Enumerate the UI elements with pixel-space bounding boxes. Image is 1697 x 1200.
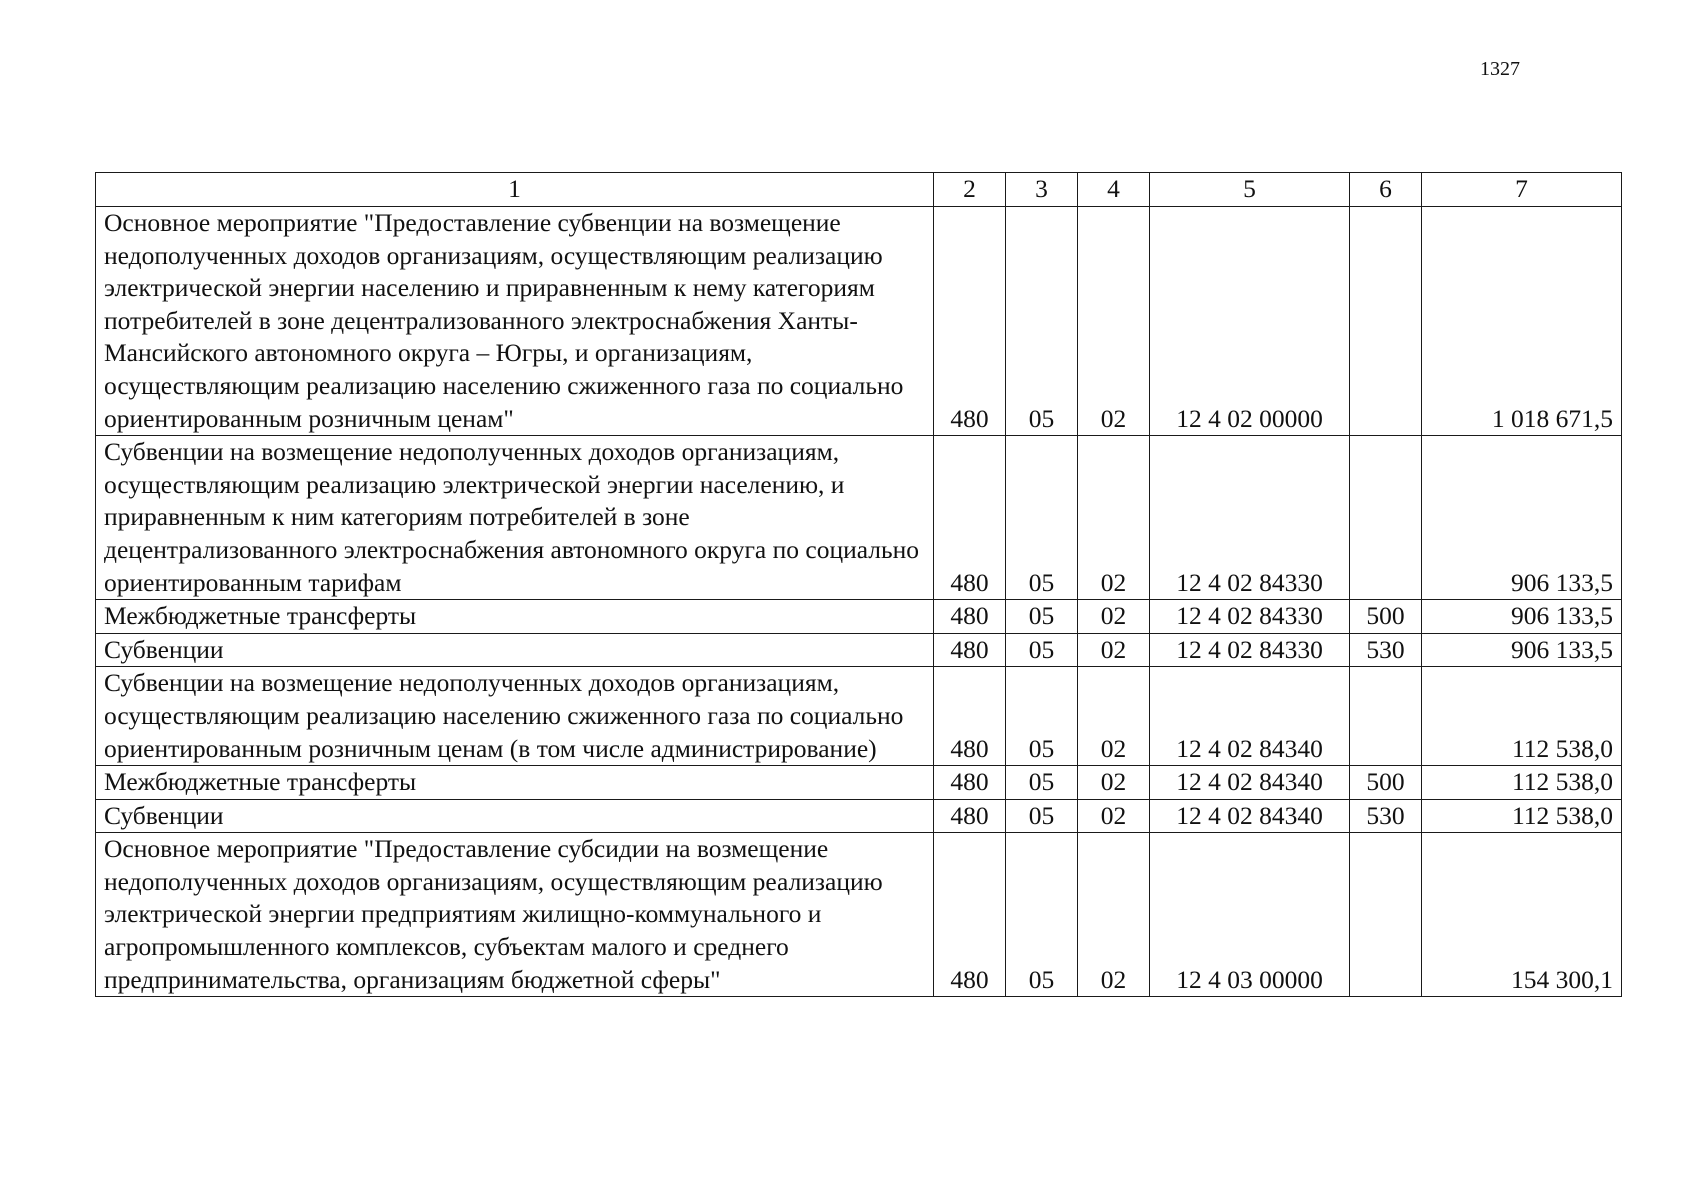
cell-col-2: 480: [934, 633, 1006, 667]
cell-target-code: 12 4 02 84330: [1150, 600, 1350, 634]
cell-col-2: 480: [934, 799, 1006, 833]
cell-col-4: 02: [1078, 600, 1150, 634]
header-row: [96, 173, 1622, 207]
cell-amount: 154 300,1: [1422, 833, 1622, 997]
cell-expense-type: 530: [1350, 799, 1422, 833]
cell-amount: 1 018 671,5: [1422, 207, 1622, 436]
cell-col-2: 480: [934, 436, 1006, 600]
table-row: [96, 600, 1622, 634]
budget-table: [95, 172, 1622, 997]
cell-target-code: 12 4 03 00000: [1150, 833, 1350, 997]
column-header-5: 5: [1150, 173, 1350, 207]
table-row: [96, 436, 1622, 600]
table-row: [96, 833, 1622, 997]
row-description: Основное мероприятие "Предоставление субвенции на возмещение недополученных доходов организациям, осуществляющим реализацию электрической энергии населению и приравненным к нему категориям потребителей в зоне децентрализованного электроснабжения Ханты-Мансийского автономного округа – Югры, и организациям, осуществляющим реализацию населению сжиженного газа по социально ориентированным розничным ценам": [96, 207, 934, 436]
cell-col-4: 02: [1078, 633, 1150, 667]
cell-col-2: 480: [934, 766, 1006, 800]
cell-col-3: 05: [1006, 799, 1078, 833]
cell-amount: 112 538,0: [1422, 799, 1622, 833]
cell-col-3: 05: [1006, 633, 1078, 667]
cell-col-4: 02: [1078, 833, 1150, 997]
row-description: Межбюджетные трансферты: [96, 600, 934, 634]
table-row: [96, 799, 1622, 833]
cell-col-3: 05: [1006, 833, 1078, 997]
cell-amount: 906 133,5: [1422, 436, 1622, 600]
cell-expense-type: 530: [1350, 633, 1422, 667]
cell-col-4: 02: [1078, 766, 1150, 800]
cell-col-2: 480: [934, 833, 1006, 997]
column-header-1: 1: [96, 173, 934, 207]
cell-col-4: 02: [1078, 799, 1150, 833]
cell-target-code: 12 4 02 84330: [1150, 436, 1350, 600]
cell-col-4: 02: [1078, 667, 1150, 766]
cell-amount: 906 133,5: [1422, 600, 1622, 634]
cell-col-3: 05: [1006, 207, 1078, 436]
column-header-4: 4: [1078, 173, 1150, 207]
cell-target-code: 12 4 02 84330: [1150, 633, 1350, 667]
row-description: Субвенции: [96, 633, 934, 667]
cell-amount: 906 133,5: [1422, 633, 1622, 667]
column-header-7: 7: [1422, 173, 1622, 207]
column-header-2: 2: [934, 173, 1006, 207]
row-description: Субвенции на возмещение недополученных доходов организациям, осуществляющим реализацию электрической энергии населению, и приравненным к ним категориям потребителей в зоне децентрализованного электроснабжения автономного округа по социально ориентированным тарифам: [96, 436, 934, 600]
cell-target-code: 12 4 02 84340: [1150, 799, 1350, 833]
table-row: [96, 207, 1622, 436]
cell-target-code: 12 4 02 84340: [1150, 766, 1350, 800]
cell-expense-type: 500: [1350, 766, 1422, 800]
row-description: Межбюджетные трансферты: [96, 766, 934, 800]
cell-col-3: 05: [1006, 766, 1078, 800]
cell-col-3: 05: [1006, 667, 1078, 766]
cell-expense-type: [1350, 207, 1422, 436]
cell-amount: 112 538,0: [1422, 766, 1622, 800]
cell-target-code: 12 4 02 00000: [1150, 207, 1350, 436]
row-description: Основное мероприятие "Предоставление субсидии на возмещение недополученных доходов организациям, осуществляющим реализацию электрической энергии предприятиям жилищно-коммунального и агропромышленного комплексов, субъектам малого и среднего предпринимательства, организациям бюджетной сферы": [96, 833, 934, 997]
cell-col-2: 480: [934, 667, 1006, 766]
column-header-6: 6: [1350, 173, 1422, 207]
row-description: Субвенции на возмещение недополученных доходов организациям, осуществляющим реализацию населению сжиженного газа по социально ориентированным розничным ценам (в том числе администрирование): [96, 667, 934, 766]
cell-col-3: 05: [1006, 600, 1078, 634]
column-header-3: 3: [1006, 173, 1078, 207]
cell-expense-type: [1350, 667, 1422, 766]
cell-col-4: 02: [1078, 207, 1150, 436]
cell-expense-type: [1350, 833, 1422, 997]
cell-expense-type: 500: [1350, 600, 1422, 634]
table-row: [96, 633, 1622, 667]
row-description: Субвенции: [96, 799, 934, 833]
cell-col-4: 02: [1078, 436, 1150, 600]
cell-target-code: 12 4 02 84340: [1150, 667, 1350, 766]
cell-col-2: 480: [934, 600, 1006, 634]
cell-amount: 112 538,0: [1422, 667, 1622, 766]
table-row: [96, 667, 1622, 766]
cell-col-3: 05: [1006, 436, 1078, 600]
cell-col-2: 480: [934, 207, 1006, 436]
table-row: [96, 766, 1622, 800]
cell-expense-type: [1350, 436, 1422, 600]
page-number: 1327: [1480, 58, 1520, 80]
